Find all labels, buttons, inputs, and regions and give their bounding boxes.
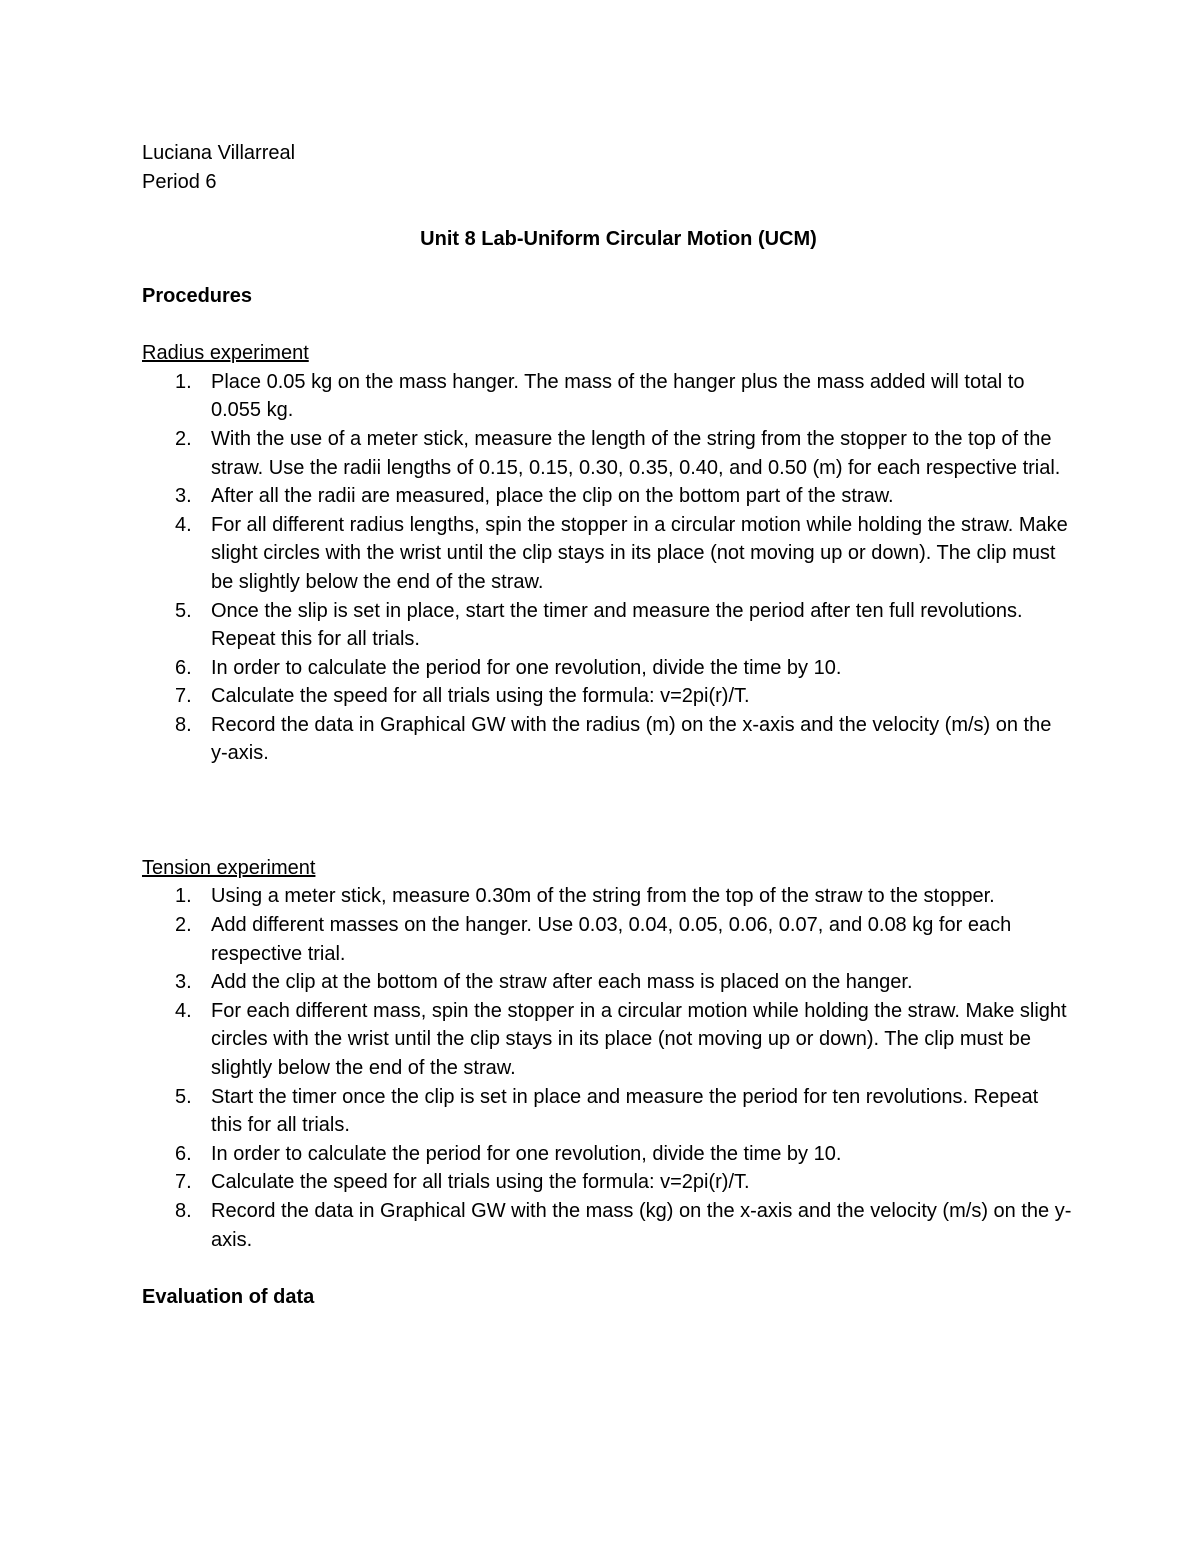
spacer bbox=[142, 1254, 1072, 1283]
list-item bbox=[142, 654, 1072, 683]
list-item bbox=[142, 511, 1072, 597]
author-name: Luciana Villarreal bbox=[142, 142, 296, 164]
list-item bbox=[142, 1197, 1072, 1254]
step-number: 7. bbox=[175, 685, 192, 708]
step-number: 3. bbox=[175, 485, 192, 508]
step-text: After all the radii are measured, place the clip on the bottom part of the straw. bbox=[211, 485, 894, 508]
step-text: With the use of a meter stick, measure the length of the string from the stopper to the top of the straw. Use the radii lengths of 0.15, 0.15, 0.30, 0.35, 0.40, and 0.50 (m) for each respective trial. bbox=[211, 427, 1061, 479]
evaluation-heading: Evaluation of data bbox=[142, 1285, 315, 1308]
step-number: 7. bbox=[175, 1171, 192, 1194]
step-number: 6. bbox=[175, 656, 192, 679]
step-text: For all different radius lengths, spin the stopper in a circular motion while holding the straw. Make slight circles with the wrist until the clip stays in its place (not moving up or down). The clip must be slightly below the end of the straw. bbox=[211, 513, 1068, 593]
step-number: 4. bbox=[175, 513, 192, 536]
step-text: In order to calculate the period for one revolution, divide the time by 10. bbox=[211, 1142, 842, 1165]
step-number: 8. bbox=[175, 1199, 192, 1222]
step-text: Once the slip is set in place, start the timer and measure the period after ten full revolutions. Repeat this for all trials. bbox=[211, 599, 1023, 651]
spacer bbox=[142, 768, 1072, 854]
step-text: In order to calculate the period for one revolution, divide the time by 10. bbox=[211, 656, 842, 679]
step-text: Add different masses on the hanger. Use 0.03, 0.04, 0.05, 0.06, 0.07, and 0.08 kg for each respective trial. bbox=[211, 914, 1012, 965]
list-item bbox=[142, 1168, 1072, 1197]
list-item bbox=[142, 911, 1072, 968]
step-text: Add the clip at the bottom of the straw after each mass is placed on the hanger. bbox=[211, 971, 913, 994]
tension-steps-list bbox=[142, 882, 1072, 1254]
spacer bbox=[142, 311, 1072, 340]
list-item bbox=[142, 682, 1072, 711]
step-text: Record the data in Graphical GW with the mass (kg) on the x-axis and the velocity (m/s) on the y-axis. bbox=[211, 1199, 1072, 1251]
step-text: Place 0.05 kg on the mass hanger. The mass of the hanger plus the mass added will total to 0.055 kg. bbox=[211, 370, 1025, 422]
list-item bbox=[142, 425, 1072, 482]
step-number: 1. bbox=[175, 370, 192, 393]
list-item bbox=[142, 968, 1072, 997]
class-period: Period 6 bbox=[142, 170, 217, 193]
radius-experiment-heading: Radius experiment bbox=[142, 342, 309, 365]
document-content bbox=[142, 139, 1072, 1311]
step-number: 5. bbox=[175, 1085, 192, 1108]
document-title: Unit 8 Lab-Uniform Circular Motion (UCM) bbox=[420, 227, 817, 250]
list-item bbox=[142, 482, 1072, 511]
step-number: 6. bbox=[175, 1142, 192, 1165]
step-text: Calculate the speed for all trials using the formula: v=2pi(r)/T. bbox=[211, 1171, 750, 1194]
step-number: 1. bbox=[175, 885, 192, 908]
step-number: 2. bbox=[175, 427, 192, 450]
list-item bbox=[142, 597, 1072, 654]
step-number: 5. bbox=[175, 599, 192, 622]
step-text: Start the timer once the clip is set in place and measure the period for ten revolutions. Repeat this for all trials. bbox=[211, 1085, 1039, 1137]
list-item bbox=[142, 882, 1072, 911]
step-text: Using a meter stick, measure 0.30m of the string from the top of the straw to the stopper. bbox=[211, 885, 995, 908]
list-item bbox=[142, 368, 1072, 425]
step-number: 3. bbox=[175, 971, 192, 994]
list-item bbox=[142, 711, 1072, 768]
procedures-heading: Procedures bbox=[142, 284, 253, 307]
radius-steps-list bbox=[142, 368, 1072, 768]
list-item bbox=[142, 997, 1072, 1083]
list-item bbox=[142, 1140, 1072, 1169]
step-text: For each different mass, spin the stopper in a circular motion while holding the straw. Make slight circles with the wrist until the clip stays in its place (not moving up or down). The clip must be slightly below the end of the straw. bbox=[211, 999, 1067, 1080]
step-number: 2. bbox=[175, 914, 192, 937]
step-text: Record the data in Graphical GW with the radius (m) on the x-axis and the velocity (m/s) on the y-axis. bbox=[211, 713, 1052, 765]
step-text: Calculate the speed for all trials using the formula: v=2pi(r)/T. bbox=[211, 685, 750, 708]
step-number: 4. bbox=[175, 999, 192, 1022]
list-item bbox=[142, 1083, 1072, 1140]
step-number: 8. bbox=[175, 713, 192, 736]
tension-experiment-heading: Tension experiment bbox=[142, 856, 316, 879]
